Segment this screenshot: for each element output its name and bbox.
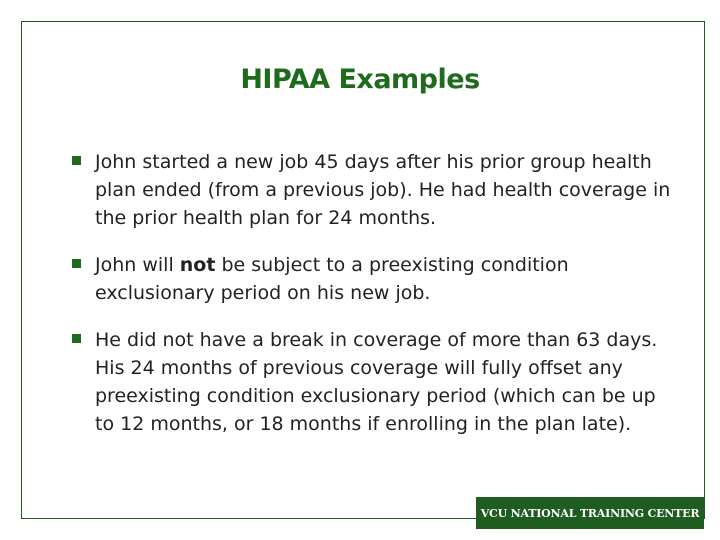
slide-title: HIPAA Examples: [240, 64, 480, 95]
square-bullet-icon: [72, 259, 81, 268]
bullet-text-3: He did not have a break in coverage of more than 63 days. His 24 months of previous coverage will fully offset any preexisting condition exclusionary period (which can be up to 12 months, or 18 months if enrolling in the plan late).: [95, 329, 658, 435]
bullet-list: [72, 148, 672, 457]
square-bullet-icon: [72, 334, 81, 343]
bullet-text-1: John started a new job 45 days after his prior group health plan ended (from a previous job). He had health coverage in the prior health plan for 24 months.: [95, 151, 671, 229]
bullet-text-2-emphasis: not: [179, 254, 216, 276]
bullet-item-2: [72, 251, 672, 307]
footer-badge: VCU NATIONAL TRAINING CENTER: [476, 497, 704, 529]
bullet-item-1: [72, 148, 672, 232]
square-bullet-icon: [72, 156, 81, 165]
bullet-text-2-after: be subject to a preexisting condition exclusionary period on his new job.: [95, 254, 569, 304]
bullet-item-3: [72, 326, 672, 438]
bullet-text-2-before: John will: [95, 254, 180, 276]
bullet-text-2: [95, 254, 569, 304]
